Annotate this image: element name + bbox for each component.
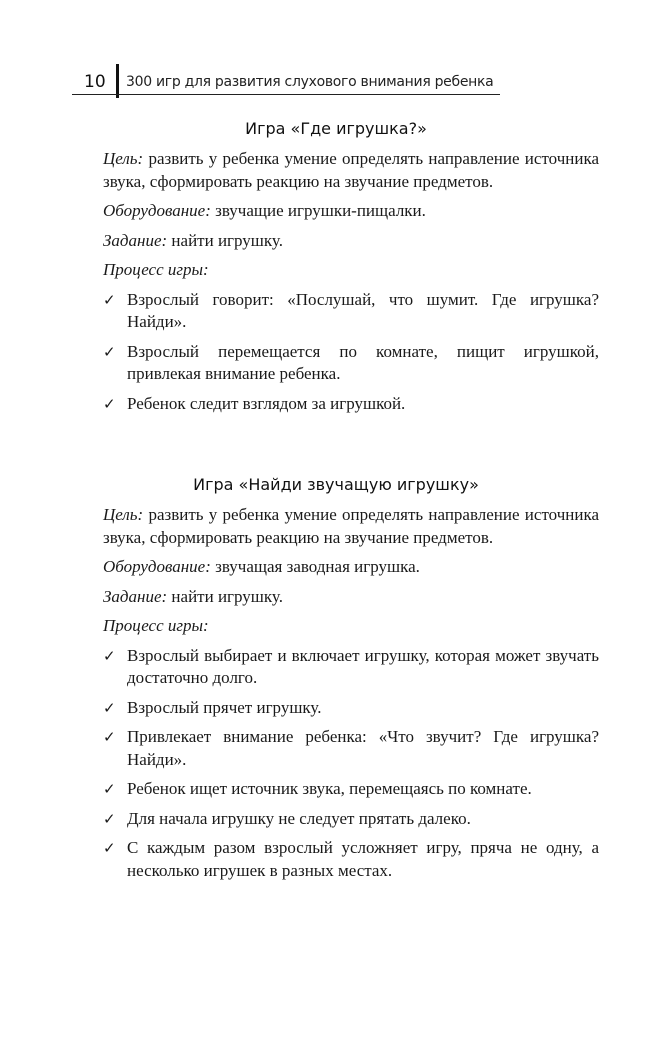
equipment-text: звучащие игрушки-пищалки. <box>210 201 426 220</box>
list-item <box>103 645 599 690</box>
process-heading <box>103 259 599 282</box>
checkmark-icon: ✓ <box>103 342 116 361</box>
page-header <box>72 62 500 100</box>
task-text: найти игрушку. <box>167 230 283 250</box>
process-label: Процесс игры: <box>103 616 209 635</box>
step-text: Взрослый говорит: «Послушай, что шумит. Где игрушка? Найди». <box>127 289 599 331</box>
equipment-paragraph <box>103 556 599 579</box>
checkmark-icon: ✓ <box>103 290 116 309</box>
step-text: Взрослый выбирает и включает игрушку, которая может звучать достаточно долго. <box>127 645 599 687</box>
list-item <box>103 289 599 334</box>
list-item <box>103 393 599 416</box>
game-title: Игра «Найди звучащую игрушку» <box>193 475 479 494</box>
goal-paragraph <box>103 148 599 193</box>
step-text: Привлекает внимание ребенка: «Что звучит? Где игрушка? Найди». <box>127 727 599 769</box>
game-section-where-toy <box>103 116 599 422</box>
checkmark-icon: ✓ <box>103 809 116 828</box>
page-number: 10 <box>84 72 106 92</box>
game-title: Игра «Где игрушка?» <box>245 119 427 138</box>
checkmark-icon: ✓ <box>103 646 116 665</box>
list-item <box>103 778 599 801</box>
goal-text: развить у ребенка умение определять направление источника звука, сформировать реакцию на звучание предметов. <box>103 505 599 547</box>
checkmark-icon: ✓ <box>103 698 116 717</box>
equipment-text: звучащая заводная игрушка. <box>210 557 420 576</box>
checkmark-icon: ✓ <box>103 839 116 857</box>
process-label: Процесс игры: <box>103 260 209 279</box>
checkmark-icon: ✓ <box>103 780 116 798</box>
list-item <box>103 808 599 831</box>
list-item <box>103 697 599 720</box>
step-text: Для начала игрушку не следует прятать далеко. <box>127 808 471 828</box>
goal-label: Цель: <box>103 505 144 524</box>
book-title: 300 игр для развития слухового внимания ребенка <box>126 74 494 90</box>
list-item <box>103 726 599 771</box>
game-section-find-sounding-toy <box>103 472 599 889</box>
checkmark-icon: ✓ <box>103 728 116 746</box>
checkmark-icon: ✓ <box>103 394 116 413</box>
step-text: С каждым разом взрослый усложняет игру, пряча не одну, а несколько игрушек в разных местах. <box>127 838 599 880</box>
step-text: Взрослый перемещается по комнате, пищит игрушкой, привлекая внимание ребенка. <box>127 341 599 383</box>
header-rule <box>72 94 500 95</box>
task-text: найти игрушку. <box>167 586 283 606</box>
step-text: Взрослый прячет игрушку. <box>127 697 322 717</box>
step-text: Ребенок следит взглядом за игрушкой. <box>127 393 406 413</box>
task-label: Задание: <box>103 586 168 606</box>
steps-list <box>103 645 599 883</box>
equipment-paragraph <box>103 200 599 223</box>
header-divider <box>116 64 119 98</box>
task-paragraph <box>103 586 599 609</box>
step-text: Ребенок ищет источник звука, перемещаясь по комнате. <box>127 779 532 798</box>
goal-label: Цель: <box>103 149 144 168</box>
steps-list <box>103 289 599 416</box>
task-paragraph <box>103 230 599 253</box>
equipment-label: Оборудование: <box>103 201 211 220</box>
process-heading <box>103 615 599 638</box>
goal-paragraph <box>103 504 599 549</box>
task-label: Задание: <box>103 230 168 250</box>
list-item <box>103 837 599 882</box>
list-item <box>103 341 599 386</box>
equipment-label: Оборудование: <box>103 557 211 576</box>
goal-text: развить у ребенка умение определять направление источника звука, сформировать реакцию на звучание предметов. <box>103 149 599 191</box>
